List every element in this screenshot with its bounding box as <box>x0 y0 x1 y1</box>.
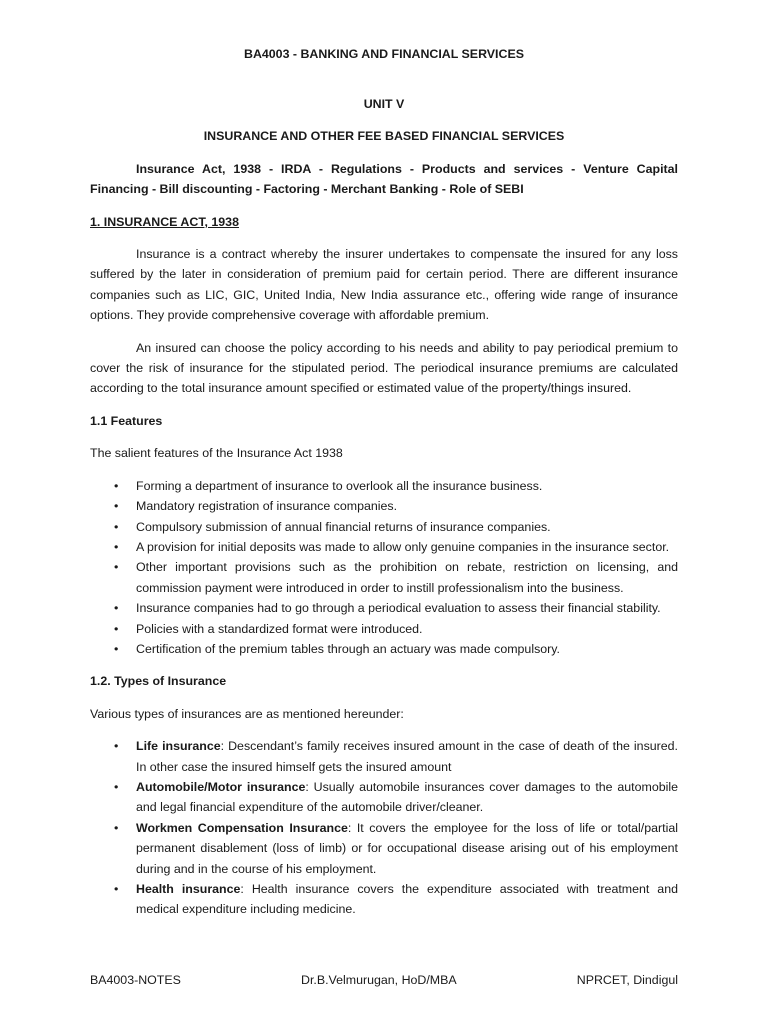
list-item <box>90 598 678 618</box>
page-content <box>90 44 678 920</box>
list-item <box>90 476 678 496</box>
unit-label: UNIT V <box>363 97 405 111</box>
list-item <box>90 777 678 818</box>
list-item <box>90 557 678 598</box>
list-item-text: A provision for initial deposits was made to allow only genuine companies in the insurance sector. <box>136 539 670 554</box>
list-item <box>90 517 678 537</box>
footer-left: BA4003-NOTES <box>90 973 181 987</box>
footer-right: NPRCET, Dindigul <box>576 973 678 987</box>
list-item <box>90 639 678 659</box>
list-item <box>90 736 678 777</box>
footer-center: Dr.B.Velmurugan, HoD/MBA <box>301 973 457 987</box>
list-item-text: : Usually automobile insurances cover damages to the automobile and legal financial expenditure of the automobile driver/cleaner. <box>136 779 678 815</box>
list-item-text: Insurance companies had to go through a periodical evaluation to assess their financial stability. <box>136 601 661 616</box>
features-list <box>90 476 678 660</box>
bullet-icon: • <box>114 560 119 575</box>
paragraph-insurance-definition: Insurance is a contract whereby the insurer undertakes to compensate the insured for any loss suffered by the later in consideration of premium paid for certain period. There are different insurance companies such as LIC, GIC, United India, New India assurance etc., offering wide range of insurance options. They provide comprehensive coverage with affordable premium. <box>90 247 678 323</box>
list-item-text: : Health insurance covers the expenditure associated with treatment and medical expenditure including medicine. <box>136 882 678 917</box>
list-item-text: : It covers the employee for the loss of life or total/partial permanent disablement (loss of limb) or for occupational disease arising out of his employment during and in the course of his employment. <box>136 820 678 876</box>
bullet-icon: • <box>114 601 119 616</box>
bullet-icon: • <box>114 621 119 636</box>
bullet-icon: • <box>114 478 119 493</box>
bullet-icon: • <box>114 739 119 754</box>
bullet-icon: • <box>114 499 119 514</box>
bullet-icon: • <box>114 539 119 554</box>
list-item-term: Workmen Compensation Insurance <box>136 820 348 835</box>
list-item-term: Automobile/Motor insurance <box>136 779 306 794</box>
unit-title: INSURANCE AND OTHER FEE BASED FINANCIAL SERVICES <box>203 129 565 144</box>
list-item <box>90 496 678 516</box>
list-item-text: Mandatory registration of insurance companies. <box>136 499 398 514</box>
bullet-icon: • <box>114 519 119 534</box>
paragraph-policy-choice: An insured can choose the policy according to his needs and ability to pay periodical premium to cover the risk of insurance for the stipulated period. The periodical insurance premiums are calculated according to the total insurance amount specified or estimated value of the property/things insured. <box>90 340 678 396</box>
course-title: BA4003 - BANKING AND FINANCIAL SERVICES <box>244 47 524 61</box>
list-item-text: Forming a department of insurance to overlook all the insurance business. <box>136 478 543 493</box>
features-intro: The salient features of the Insurance Act 1938 <box>90 446 343 461</box>
list-item <box>90 818 678 879</box>
list-item <box>90 879 678 920</box>
bullet-icon: • <box>114 779 119 794</box>
types-list <box>90 736 678 920</box>
bullet-icon: • <box>114 820 119 835</box>
page-footer <box>90 970 678 990</box>
types-intro: Various types of insurances are as mentioned hereunder: <box>90 706 404 721</box>
bullet-icon: • <box>114 882 119 896</box>
list-item-term: Health insurance <box>136 882 241 896</box>
list-item-text: Certification of the premium tables through an actuary was made compulsory. <box>136 641 561 656</box>
list-item-term: Life insurance <box>136 739 221 754</box>
section-heading-insurance-act: 1. INSURANCE ACT, 1938 <box>90 214 239 229</box>
list-item-text: Policies with a standardized format were introduced. <box>136 621 423 636</box>
list-item-text: : Descendant’s family receives insured amount in the case of death of the insured. In other case the insured himself gets the insured amount <box>136 739 679 774</box>
list-item-text: Compulsory submission of annual financial returns of insurance companies. <box>136 519 551 534</box>
section-heading-features: 1.1 Features <box>90 413 163 428</box>
bullet-icon: • <box>114 641 119 656</box>
unit-topics: Insurance Act, 1938 - IRDA - Regulations - Products and services - Venture Capital Financing - Bill discounting - Factoring - Merchant Banking - Role of SEBI <box>90 161 678 197</box>
list-item <box>90 537 678 557</box>
section-heading-types: 1.2. Types of Insurance <box>90 674 227 689</box>
list-item <box>90 619 678 639</box>
list-item-text: Other important provisions such as the prohibition on rebate, restriction on licensing, and commission payment were introduced in order to instill professionalism into the business. <box>136 560 678 595</box>
